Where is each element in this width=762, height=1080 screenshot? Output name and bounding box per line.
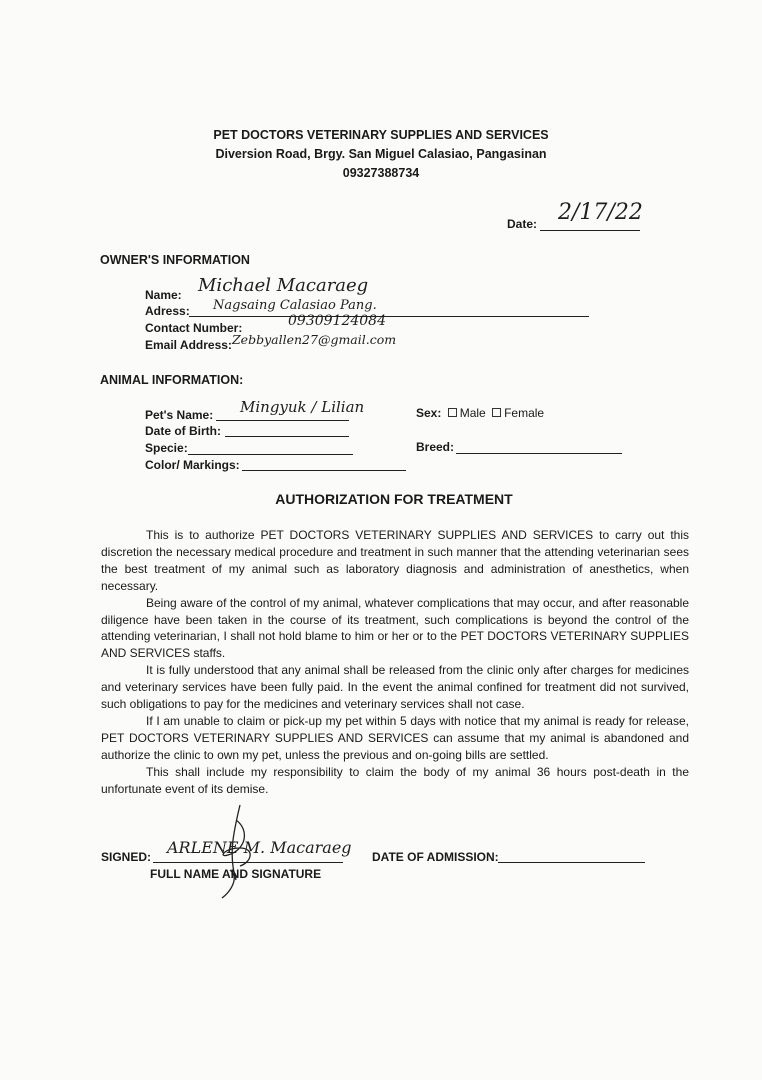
owner-address-line (189, 316, 589, 317)
clinic-address: Diversion Road, Brgy. San Miguel Calasiao, Pangasinan (215, 147, 547, 161)
owner-contact-value: 09309124084 (288, 313, 386, 329)
signature-mark (200, 800, 320, 900)
clinic-name: PET DOCTORS VETERINARY SUPPLIES AND SERVICES (213, 128, 549, 142)
paragraph-4: If I am unable to claim or pick-up my pet within 5 days with notice that my animal is ready for release, PET DOCTORS VETERINARY SUPPLIES AND SERVICES can assume that my animal is abandoned and authorize the clinic to own my pet, unless the previous and on-going bills are settled. (101, 713, 689, 762)
pet-name-value: Mingyuk / Lilian (240, 398, 365, 416)
owner-email-value: Zebbyallen27@gmail.com (232, 332, 397, 347)
authorization-title: AUTHORIZATION FOR TREATMENT (275, 491, 513, 507)
paragraph-1: This is to authorize PET DOCTORS VETERINARY SUPPLIES AND SERVICES to carry out this discretion the necessary medical procedure and treatment in such manner that the attending veterinarian sees the best treatment of my animal such as laboratory diagnosis and administration of anesthetics, when necessary. (101, 528, 689, 593)
male-option: Male (459, 406, 486, 420)
admission-label: DATE OF ADMISSION: (372, 850, 499, 864)
owner-name-label: Name: (145, 288, 182, 302)
specie-line (188, 454, 353, 455)
male-checkbox[interactable] (448, 408, 457, 417)
authorization-body (101, 527, 689, 798)
paragraph-2: Being aware of the control of my animal, whatever complications that may occur, and after reasonable diligence have been taken in the course of its treatment, such complications is beyond the control of the attending veterinarian, I shall not hold blame to him or her or to the PET DOCTORS VETERINARY SUPPLIES AND SERVICES staffs. (101, 595, 689, 661)
pet-name-line (216, 420, 349, 421)
sex-field (416, 406, 544, 420)
owner-address-label: Adress: (145, 304, 190, 318)
paragraph-5: This shall include my responsibility to claim the body of my animal 36 hours post-death in the unfortunate event of its demise. (101, 764, 689, 796)
owner-contact-label: Contact Number: (145, 321, 243, 335)
owner-email-label: Email Address: (145, 338, 232, 352)
paragraph-3: It is fully understood that any animal shall be released from the clinic only after charges for medicines and veterinary services have been fully paid. In the event the animal confined for treatment did not survived, such obligations to pay for the medicines and veterinary services shall not case. (101, 663, 689, 712)
date-line (540, 230, 640, 231)
specie-label: Specie: (145, 441, 188, 455)
full-name-signature-label: FULL NAME AND SIGNATURE (150, 867, 322, 881)
breed-label: Breed: (416, 440, 455, 454)
dob-line (225, 436, 349, 437)
breed-line (456, 453, 622, 454)
owner-address-value: Nagsaing Calasiao Pang. (213, 298, 377, 313)
admission-line (498, 862, 645, 863)
date-value: 2/17/22 (558, 200, 643, 225)
signed-value: ARLENE M. Macaraeg (167, 838, 352, 857)
owner-heading: OWNER'S INFORMATION (100, 253, 250, 267)
female-checkbox[interactable] (492, 408, 501, 417)
color-line (242, 470, 406, 471)
pet-name-label: Pet's Name: (145, 408, 214, 422)
clinic-phone: 09327388734 (342, 166, 420, 180)
sex-label: Sex: (416, 406, 442, 420)
date-label: Date: (507, 217, 538, 231)
signed-label: SIGNED: (101, 850, 152, 864)
owner-name-value: Michael Macaraeg (198, 275, 369, 296)
animal-heading: ANIMAL INFORMATION: (100, 373, 244, 387)
color-label: Color/ Markings: (145, 458, 240, 472)
dob-label: Date of Birth: (145, 424, 221, 438)
female-option: Female (504, 406, 545, 420)
